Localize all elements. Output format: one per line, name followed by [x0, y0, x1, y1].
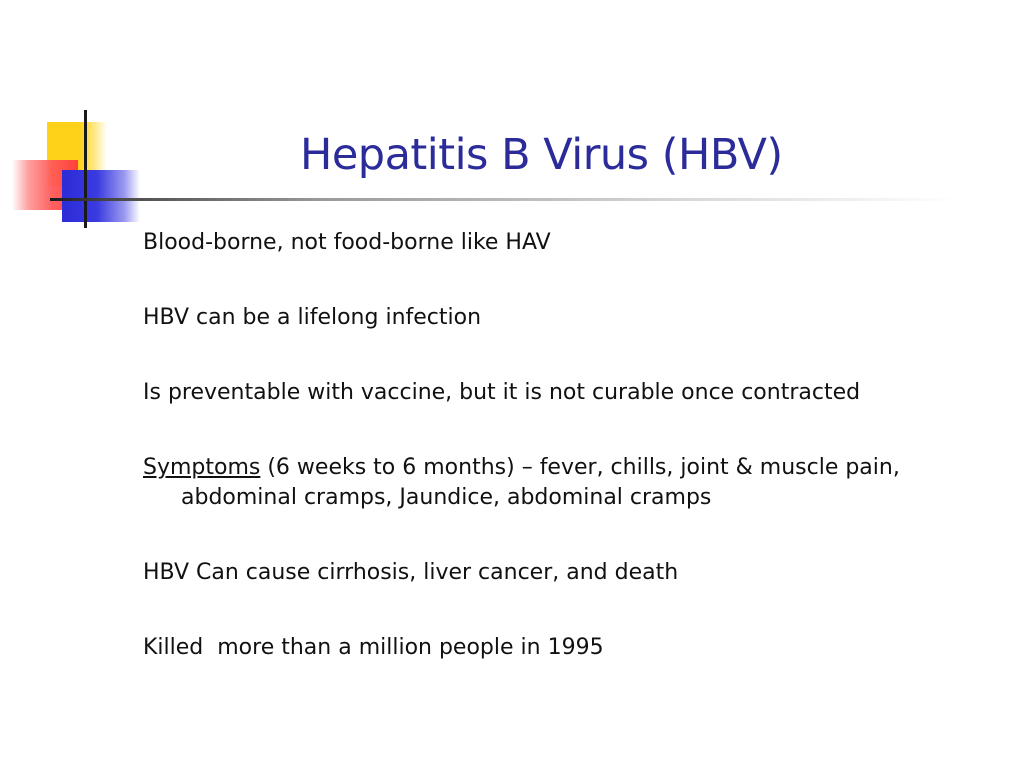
- bullet-item: [143, 378, 983, 408]
- bullet-item: [143, 453, 983, 513]
- bullet-text: Is preventable with vaccine, but it is not curable once contracted: [143, 380, 861, 405]
- bullet-text: HBV Can cause cirrhosis, liver cancer, and death: [143, 560, 679, 585]
- bullet-text: (6 weeks to 6 months) – fever, chills, joint & muscle pain, abdominal cramps, Jaundice, abdominal cramps: [181, 455, 900, 510]
- symptoms-label: Symptoms: [143, 455, 261, 480]
- bullet-list: [143, 228, 983, 708]
- bullet-item: [143, 303, 983, 333]
- slide-title: Hepatitis B Virus (HBV): [300, 130, 783, 180]
- bullet-item: [143, 228, 983, 258]
- bullet-text: Blood-borne, not food-borne like HAV: [143, 230, 551, 255]
- bullet-item: [143, 558, 983, 588]
- bullet-item: [143, 633, 983, 663]
- bullet-text: Killed more than a million people in 1995: [143, 635, 604, 660]
- logo-vertical-line: [84, 110, 87, 228]
- logo-blue-square: [62, 170, 140, 222]
- decorative-logo-icon: [0, 0, 160, 240]
- title-divider-line: [50, 198, 960, 201]
- bullet-text: HBV can be a lifelong infection: [143, 305, 482, 330]
